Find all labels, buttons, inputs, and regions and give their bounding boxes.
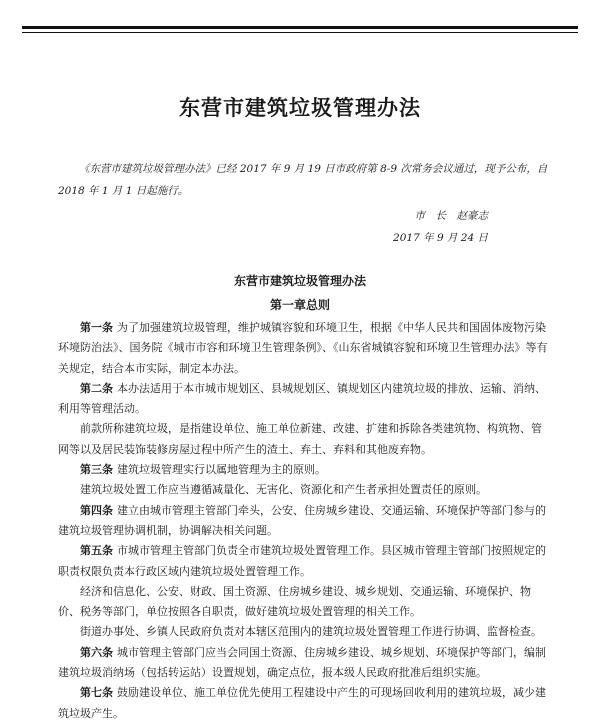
paragraph xyxy=(58,501,548,542)
chapter-title: 第一章总则 xyxy=(269,298,330,312)
law-title: 东营市建筑垃圾管理办法 xyxy=(233,274,366,288)
top-rule xyxy=(22,26,578,33)
paragraph-text: 本办法适用于本市城市规划区、县城规划区、镇规划区内建筑垃圾的排放、运输、消纳、利用等管理活动。 xyxy=(58,381,546,416)
paragraph xyxy=(58,379,548,420)
paragraph-text: 鼓励建设单位、施工单位优先使用工程建设中产生的可现场回收利用的建筑垃圾，减少建筑垃圾产生。 xyxy=(58,686,546,720)
paragraph xyxy=(58,622,548,642)
document-title: 东营市建筑垃圾管理办法 xyxy=(179,95,421,120)
paragraph-text: 前款所称建筑垃圾，是指建设单位、施工单位新建、改建、扩建和拆除各类建筑物、构筑物、管网等以及居民装饰装修房屋过程中所产生的渣土、弃土、弃料和其他废弃物。 xyxy=(58,422,542,456)
paragraph xyxy=(58,582,548,623)
article-number: 第七条 xyxy=(80,686,113,700)
paragraph xyxy=(58,318,548,379)
paragraph xyxy=(58,643,548,684)
article-number: 第一条 xyxy=(80,321,113,334)
paragraph-text: 经济和信息化、公安、财政、国土资源、住房城乡建设、城乡规划、交通运输、环境保护、物价、税务等部门，单位按照各自职责，做好建筑垃圾处置管理的相关工作。 xyxy=(58,584,531,619)
law-body xyxy=(58,318,548,724)
signatory-mayor: 市 长 赵豪志 xyxy=(414,210,488,222)
paragraph-text: 城市管理主管部门应当会同国土资源、住房城乡建设、城乡规划、环境保护等部门，编制建筑垃圾消纳场（包括转运站）设置规划，确定点位，报本级人民政府批准后组织实施。 xyxy=(58,645,546,680)
article-number: 第六条 xyxy=(80,645,113,659)
article-number: 第五条 xyxy=(80,544,113,558)
paragraph xyxy=(58,419,548,460)
paragraph-text: 建筑垃圾处置工作应当遵循减量化、无害化、资源化和产生者承担处置责任的原则。 xyxy=(80,483,487,497)
paragraph-text: 建立由城市管理主管部门牵头，公安、住房城乡建设、交通运输、环境保护等部门参与的建筑垃圾管理协调机制，协调解决相关问题。 xyxy=(58,503,546,537)
article-number: 第四条 xyxy=(80,503,113,517)
paragraph-text: 市城市管理主管部门负责全市建筑垃圾处置管理工作。县区城市管理主管部门按照规定的职责权限负责本行政区域内建筑垃圾处置管理工作。 xyxy=(58,544,546,578)
article-number: 第三条 xyxy=(80,463,113,477)
signature-date: 2017 年 9 月 24 日 xyxy=(393,232,488,244)
paragraph xyxy=(58,683,548,724)
paragraph xyxy=(58,480,548,500)
paragraph-text: 为了加强建筑垃圾管理，维护城镇容貌和环境卫生，根据《中华人民共和国固体废物污染环境防治法》、国务院《城市市容和环境卫生管理条例》、《山东省城镇容貌和环境卫生管理办法》等有关规定，结合本市实际，制定本办法。 xyxy=(58,321,548,375)
paragraph-text: 建筑垃圾管理实行以属地管理为主的原则。 xyxy=(117,463,326,477)
article-number: 第二条 xyxy=(80,381,113,395)
paragraph xyxy=(58,460,548,480)
paragraph-text: 街道办事处、乡镇人民政府负责对本辖区范围内的建筑垃圾处置管理工作进行协调、监督检查。 xyxy=(80,625,542,639)
paragraph xyxy=(58,541,548,582)
promulgation-notice: 《东营市建筑垃圾管理办法》已经 2017 年 9 月 19 日市政府第 8-9 次常务会议通过，现予公布，自 2018 年 1 月 1 日起施行。 xyxy=(58,163,548,197)
